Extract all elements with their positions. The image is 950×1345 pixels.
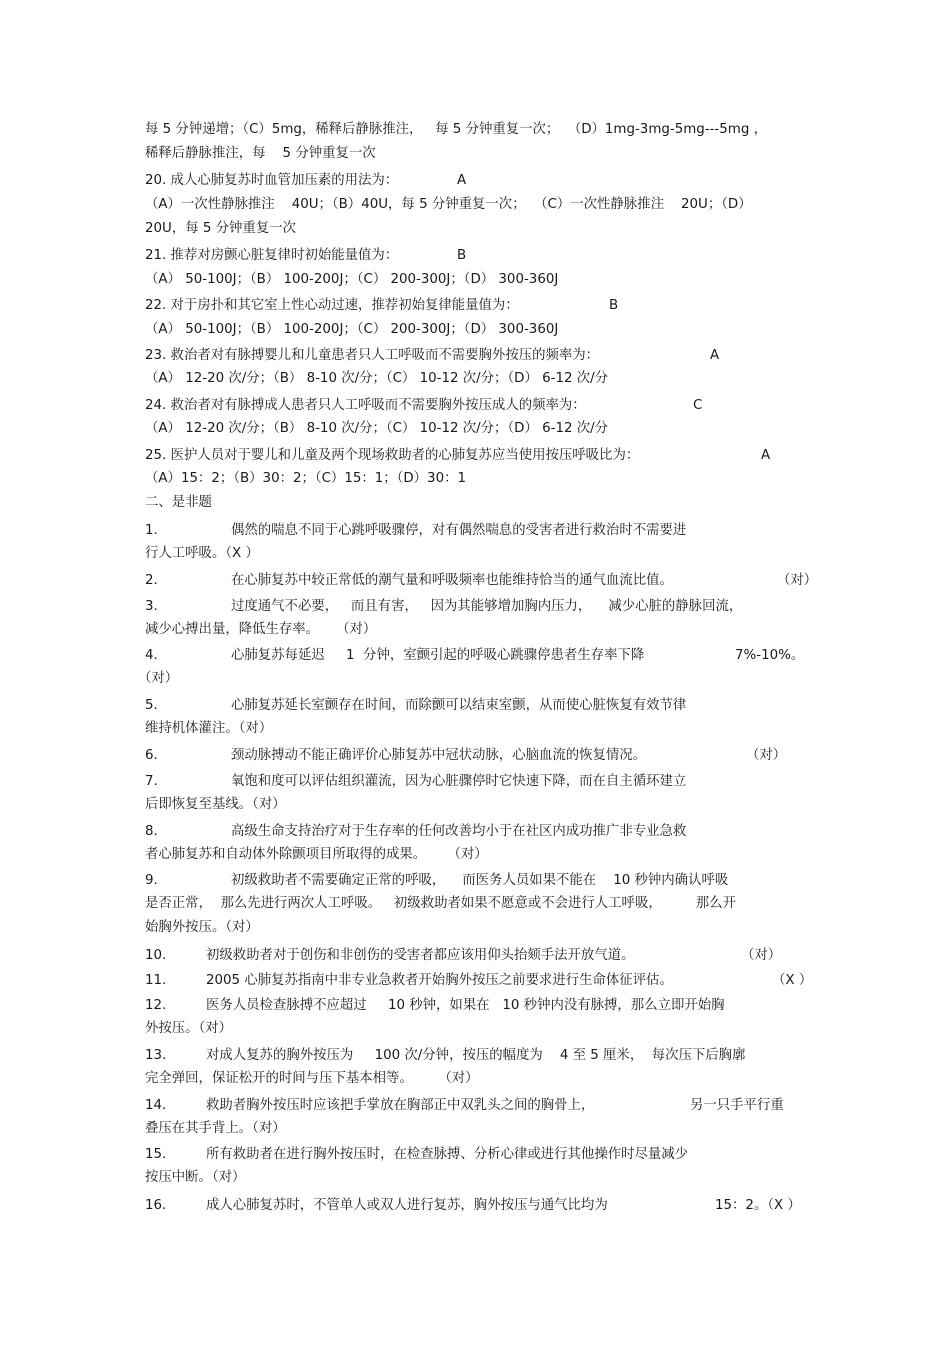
tf-statement: 所有救助者在进行胸外按压时，在检查脉搏、分析心律或进行其他操作时尽量减少 <box>206 1147 689 1162</box>
tf-statement-cont: 减少心搏出量，降低生存率。 （对） <box>145 622 377 637</box>
tf-statement-cont: 者心肺复苏和自动体外除颤项目所取得的成果。 （对） <box>145 847 488 862</box>
tf-mark: （对） <box>777 573 818 588</box>
question-options: （A） 12-20 次/分；（B） 8-10 次/分；（C） 10-12 次/分；（D） 6-12 次/分 <box>145 371 609 386</box>
tf-number: 8. <box>145 824 158 839</box>
tf-mark: （对） <box>746 748 787 763</box>
question-options: （A） 50-100J；（B） 100-200J；（C） 200-300J；（D） 300-360J <box>145 272 559 287</box>
continuation-line-1: 每 5 分钟递增；（C）5mg，稀释后静脉推注， 每 5 分钟重复一次； （D）1mg-3mg-5mg---5mg ， <box>145 122 767 137</box>
tf-mark: （X ） <box>772 973 813 988</box>
tf-statement: 救助者胸外按压时应该把手掌放在胸部正中双乳头之间的胸骨上， <box>206 1098 595 1113</box>
tf-statement-cont: 外按压。（对） <box>145 1021 233 1036</box>
tf-statement-cont: 始胸外按压。（对） <box>145 920 259 935</box>
tf-number: 14. <box>145 1098 167 1113</box>
tf-statement-tail: 另一只手平行重 <box>690 1098 784 1113</box>
tf-statement-cont: 行人工呼吸。（X ） <box>145 546 259 561</box>
tf-number: 10. <box>145 948 167 963</box>
tf-statement-cont: 叠压在其手背上。（对） <box>145 1121 286 1136</box>
question-stem: 25. 医护人员对于婴儿和儿童及两个现场救助者的心肺复苏应当使用按压呼吸比为： <box>145 448 640 463</box>
question-options: 20U，每 5 分钟重复一次 <box>145 221 296 236</box>
tf-statement: 过度通气不必要， 而且有害， 因为其能够增加胸内压力， 减少心脏的静脉回流， <box>231 599 743 614</box>
tf-statement-cont: （对） <box>138 671 179 686</box>
question-answer: A <box>710 348 720 363</box>
question-stem: 24. 救治者对有脉搏成人患者只人工呼吸而不需要胸外按压成人的频率为： <box>145 398 586 413</box>
question-options: （A）15：2；（B）30：2；（C）15：1；（D）30：1 <box>145 471 467 486</box>
tf-statement: 心肺复苏延长室颤存在时间，而除颤可以结束室颤，从而使心脏恢复有效节律 <box>231 698 687 713</box>
tf-number: 4. <box>145 648 158 663</box>
tf-number: 12. <box>145 998 167 1013</box>
question-answer: A <box>761 448 771 463</box>
tf-number: 15. <box>145 1147 167 1162</box>
tf-statement: 初级救助者对于创伤和非创伤的受害者都应该用仰头抬颏手法开放气道。 <box>206 948 635 963</box>
tf-statement-tail: 7%-10%。 <box>735 648 805 663</box>
section-title: 二、是非题 <box>145 495 212 510</box>
tf-number: 9. <box>145 873 158 888</box>
tf-statement-cont: 完全弹回，保证松开的时间与压下基本相等。 （对） <box>145 1071 479 1086</box>
question-options: （A）一次性静脉推注 40U；（B）40U，每 5 分钟重复一次； （C）一次性静脉推注 20U；（D） <box>145 197 752 212</box>
tf-mark: （对） <box>741 948 782 963</box>
tf-number: 5. <box>145 698 158 713</box>
tf-statement-cont: 按压中断。（对） <box>145 1170 246 1185</box>
question-stem: 21. 推荐对房颤心脏复律时初始能量值为： <box>145 248 399 263</box>
tf-number: 3. <box>145 599 158 614</box>
tf-number: 7. <box>145 774 158 789</box>
question-options: （A） 12-20 次/分；（B） 8-10 次/分；（C） 10-12 次/分；（D） 6-12 次/分 <box>145 421 609 436</box>
tf-statement: 心肺复苏每延迟 1 分钟，室颤引起的呼吸心跳骤停患者生存率下降 <box>231 648 645 663</box>
tf-statement: 偶然的喘息不同于心跳呼吸骤停，对有偶然喘息的受害者进行救治时不需要进 <box>231 523 687 538</box>
question-stem: 23. 救治者对有脉搏婴儿和儿童患者只人工呼吸而不需要胸外按压的频率为： <box>145 348 600 363</box>
question-answer: C <box>693 398 703 413</box>
tf-statement: 成人心肺复苏时，不管单人或双人进行复苏，胸外按压与通气比均为 <box>206 1198 608 1213</box>
question-answer: A <box>457 173 467 188</box>
tf-statement: 在心肺复苏中较正常低的潮气量和呼吸频率也能维持恰当的通气血流比值。 <box>231 573 673 588</box>
tf-number: 1. <box>145 523 158 538</box>
question-answer: B <box>457 248 467 263</box>
tf-statement: 对成人复苏的胸外按压为 100 次/分钟，按压的幅度为 4 至 5 厘米， 每次压下后胸廓 <box>206 1048 746 1063</box>
question-stem: 20. 成人心肺复苏时血管加压素的用法为： <box>145 173 399 188</box>
tf-statement: 氧饱和度可以评估组织灌流，因为心脏骤停时它快速下降，而在自主循环建立 <box>231 774 687 789</box>
tf-statement-cont: 后即恢复至基线。（对） <box>145 797 286 812</box>
continuation-line-2: 稀释后静脉推注，每 5 分钟重复一次 <box>145 146 376 161</box>
tf-statement: 2005 心肺复苏指南中非专业急救者开始胸外按压之前要求进行生命体征评估。 <box>206 973 673 988</box>
question-stem: 22. 对于房扑和其它室上性心动过速，推荐初始复律能量值为： <box>145 298 519 313</box>
tf-statement-cont: 维持机体灌注。（对） <box>145 721 273 736</box>
question-answer: B <box>609 298 619 313</box>
tf-statement: 初级救助者不需要确定正常的呼吸， 而医务人员如果不能在 10 秒钟内确认呼吸 <box>231 873 729 888</box>
tf-number: 16. <box>145 1198 167 1213</box>
tf-number: 13. <box>145 1048 167 1063</box>
tf-statement-cont: 是否正常， 那么先进行两次人工呼吸。 初级救助者如果不愿意或不会进行人工呼吸， 那么开 <box>145 896 736 911</box>
tf-statement: 医务人员检查脉搏不应超过 10 秒钟，如果在 10 秒钟内没有脉搏，那么立即开始胸 <box>206 998 725 1013</box>
question-options: （A） 50-100J；（B） 100-200J；（C） 200-300J；（D） 300-360J <box>145 322 559 337</box>
tf-number: 2. <box>145 573 158 588</box>
tf-statement: 高级生命支持治疗对于生存率的任何改善均小于在社区内成功推广非专业急救 <box>231 824 687 839</box>
tf-number: 6. <box>145 748 158 763</box>
tf-number: 11. <box>145 973 167 988</box>
tf-statement: 颈动脉搏动不能正确评价心肺复苏中冠状动脉，心脑血流的恢复情况。 <box>231 748 647 763</box>
tf-statement-tail: 15：2。（X ） <box>715 1198 801 1213</box>
